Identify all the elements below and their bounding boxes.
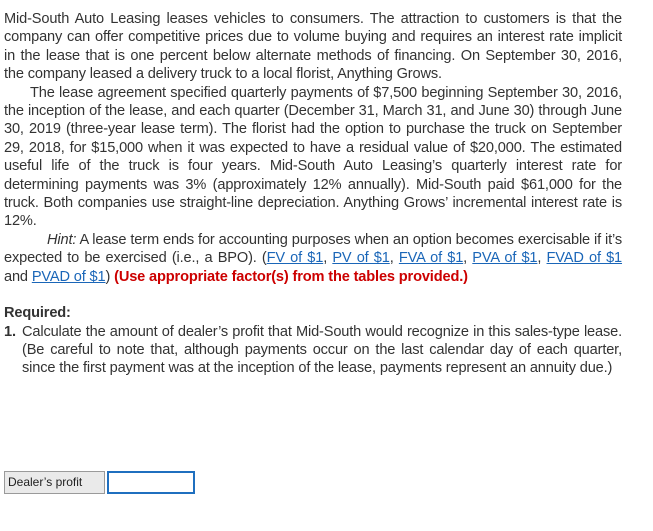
required-item-text: Calculate the amount of dealer’s profit that Mid-South would recognize in this sales-type lease. (Be careful to note that, although payments occur on the last calendar day of each quarter, since the first payment was at the inception of the lease, payments represent an annuity due.) — [22, 323, 622, 377]
link-and: and — [4, 268, 32, 285]
pvad-table-link[interactable]: PVAD of $1 — [31, 268, 106, 285]
hint-label: Hint: — [47, 231, 77, 248]
required-item — [4, 323, 622, 378]
dealers-profit-label: Dealer’s profit — [4, 471, 105, 494]
fv-table-link[interactable]: FV of $1 — [266, 250, 324, 267]
fva-table-link[interactable]: FVA of $1 — [398, 250, 464, 267]
link-separator: , — [537, 250, 547, 267]
link-separator: , — [323, 250, 333, 267]
link-separator: , — [463, 250, 473, 267]
pva-table-link[interactable]: PVA of $1 — [472, 250, 538, 267]
hint-close-paren: ) — [105, 268, 111, 285]
paragraph-hint — [4, 231, 622, 286]
fvad-table-link[interactable]: FVAD of $1 — [546, 250, 623, 267]
hint-text: A lease term ends for accounting purposes when an option becomes exercisable if it’s expected to be exercised (i.e., a BPO). ( — [4, 231, 622, 267]
paragraph-intro: Mid-South Auto Leasing leases vehicles to consumers. The attraction to customers is that the company can offer competitive prices due to volume buying and requires an interest rate implicit in the lease that is one percent below alternate methods of financing. On September 30, 2016, the company leased a delivery truck to a local florist, Anything Grows. — [4, 11, 622, 83]
dealers-profit-input[interactable] — [107, 471, 195, 494]
link-separator: , — [389, 250, 399, 267]
pv-table-link[interactable]: PV of $1 — [332, 250, 390, 267]
required-item-number: 1. — [4, 323, 16, 340]
factor-note: (Use appropriate factor(s) from the tables provided.) — [110, 268, 468, 285]
paragraph-lease-terms: The lease agreement specified quarterly payments of $7,500 beginning September 30, 2016, the inception of the lease, and each quarter (December 31, March 31, and June 30) through June 30, 2019 (three-year lease term). The florist had the option to purchase the truck on September 29, 2018, for $15,000 when it was expected to have a residual value of $20,000. The estimated useful life of the truck is four years. Mid-South Auto Leasing’s quarterly interest rate for determining payments was 3% (approximately 12% annually). Mid-South paid $61,000 for the truck. Both companies use straight-line depreciation. Anything Grows’ incremental interest rate is 12%. — [4, 84, 622, 230]
problem-text — [4, 10, 622, 378]
answer-row — [4, 471, 195, 494]
required-heading: Required: — [4, 305, 71, 322]
